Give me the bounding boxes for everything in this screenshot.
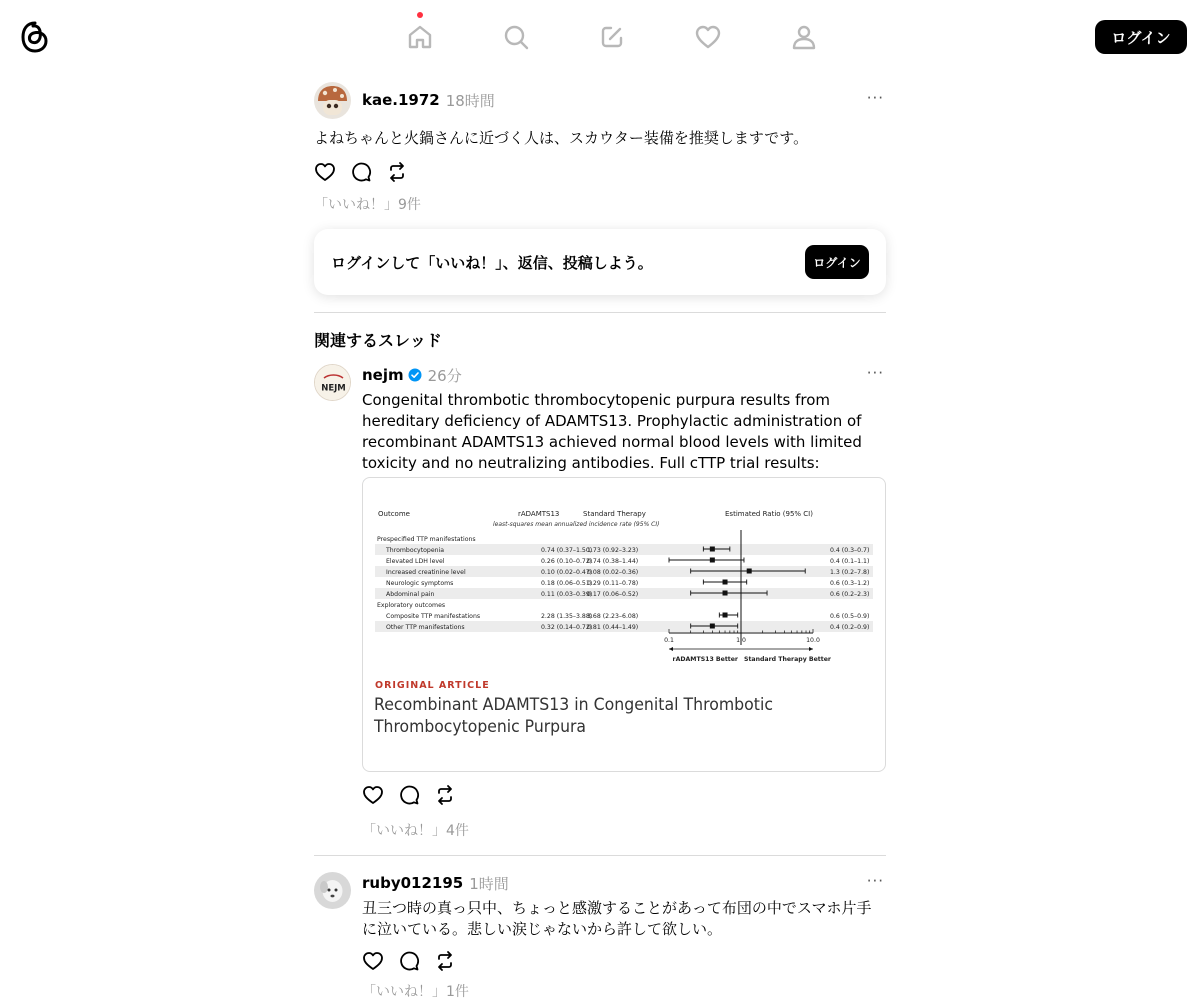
forest-axis-tick-label: 0.1: [664, 637, 674, 644]
login-prompt-card: [314, 229, 886, 295]
nav-home[interactable]: [372, 0, 468, 74]
avatar[interactable]: [314, 364, 351, 401]
repost-icon[interactable]: [386, 161, 408, 183]
forest-row-value-radamts13: 0.26 (0.10–0.72): [541, 558, 593, 565]
more-options-icon[interactable]: ···: [866, 89, 884, 107]
timestamp: 26分: [427, 366, 462, 385]
forest-row-ratio: 0.6 (0.5–0.9): [830, 613, 870, 620]
forest-axis-tick-label: 10.0: [806, 637, 820, 644]
forest-row-ratio: 0.6 (0.2–2.3): [830, 591, 870, 598]
nav-compose[interactable]: [564, 0, 660, 74]
nav-activity[interactable]: [660, 0, 756, 74]
like-icon[interactable]: [314, 161, 336, 183]
verified-badge-icon: [408, 368, 422, 382]
search-icon: [502, 23, 530, 51]
login-button[interactable]: ログイン: [1095, 20, 1187, 54]
forest-axis-tick-label: 1.0: [736, 637, 746, 644]
post-actions: [314, 161, 408, 183]
more-options-icon[interactable]: ···: [866, 872, 884, 890]
forest-row-value-radamts13: 2.28 (1.35–3.88): [541, 613, 593, 620]
article-type: ORIGINAL ARTICLE: [375, 680, 490, 691]
forest-row-value-standard: 0.29 (0.11–0.78): [587, 580, 639, 587]
like-icon[interactable]: [362, 784, 384, 806]
heart-icon: [694, 23, 722, 51]
forest-row-value-standard: 0.17 (0.06–0.52): [587, 591, 639, 598]
header-sub: least-squares mean annualized incidence rate (95% CI): [493, 521, 660, 528]
like-count[interactable]: 「いいね！」4件: [362, 823, 469, 839]
notification-dot: [417, 12, 423, 18]
more-options-icon[interactable]: ···: [866, 364, 884, 382]
username[interactable]: kae.1972: [362, 91, 440, 109]
forest-row-value-standard: 0.08 (0.02–0.36): [587, 569, 639, 576]
forest-point-estimate: [723, 613, 728, 618]
forest-row-name: Abdominal pain: [386, 591, 435, 598]
post-image[interactable]: [362, 477, 886, 772]
divider: [314, 855, 886, 856]
avatar[interactable]: [314, 82, 351, 119]
reply-icon[interactable]: [398, 950, 420, 972]
forest-row-value-radamts13: 0.10 (0.02–0.47): [541, 569, 593, 576]
post-body: Congenital thrombotic thrombocytopenic purpura results from hereditary deficiency of ADAMTS13. Prophylactic administration of recombinant ADAMTS13 achieved normal blood levels with limited toxicity and no neutralizing antibodies. Full cTTP trial results:: [362, 391, 862, 472]
reply-icon[interactable]: [350, 161, 372, 183]
compose-icon: [598, 23, 626, 51]
post-text: 丑三つ時の真っ只中、ちょっと感激することがあって布団の中でスマホ片手に泣いている。悲しい涙じゃないから許して欲しい。: [362, 899, 872, 938]
forest-row-value-standard: 0.81 (0.44–1.49): [587, 624, 639, 631]
username[interactable]: ruby012195: [362, 874, 464, 892]
forest-group-label: Exploratory outcomes: [377, 602, 446, 609]
avatar-text: NEJM: [321, 383, 346, 394]
forest-row-value-radamts13: 0.32 (0.14–0.72): [541, 624, 593, 631]
forest-row-ratio: 0.4 (0.3–0.7): [830, 547, 870, 554]
forest-row-ratio: 0.4 (0.2–0.9): [830, 624, 870, 631]
mushroom-avatar-icon: [314, 82, 351, 119]
forest-row-name: Other TTP manifestations: [386, 624, 465, 631]
like-icon[interactable]: [362, 950, 384, 972]
forest-point-estimate: [710, 547, 715, 552]
header-col1: rADAMTS13: [518, 510, 560, 518]
repost-icon[interactable]: [434, 784, 456, 806]
forest-point-estimate: [723, 580, 728, 585]
forest-row-value-standard: 3.68 (2.23–6.08): [587, 613, 639, 620]
forest-row-name: Increased creatinine level: [386, 569, 466, 576]
header-outcome: Outcome: [378, 510, 410, 518]
nejm-logo-icon: [315, 365, 351, 401]
forest-row-value-radamts13: 0.74 (0.37–1.50): [541, 547, 593, 554]
login-prompt-button[interactable]: ログイン: [805, 245, 869, 279]
forest-row-value-radamts13: 0.11 (0.03–0.39): [541, 591, 593, 598]
username[interactable]: nejm: [362, 366, 404, 384]
forest-row-name: Thrombocytopenia: [386, 547, 445, 554]
like-count[interactable]: 「いいね！」1件: [362, 984, 469, 1000]
nav-profile[interactable]: [756, 0, 852, 74]
forest-row-ratio: 0.4 (0.1–1.1): [830, 558, 870, 565]
post-actions: [362, 784, 456, 806]
avatar[interactable]: [314, 872, 351, 909]
forest-point-estimate: [710, 558, 715, 563]
forest-point-estimate: [710, 624, 715, 629]
forest-row-ratio: 1.3 (0.2–7.8): [830, 569, 870, 576]
forest-row-name: Elevated LDH level: [386, 558, 445, 565]
forest-row-value-standard: 1.73 (0.92–3.23): [587, 547, 639, 554]
repost-icon[interactable]: [434, 950, 456, 972]
forest-row-value-radamts13: 0.18 (0.06–0.51): [541, 580, 593, 587]
article-title-line-2: Thrombocytopenic Purpura: [373, 717, 586, 737]
forest-point-estimate: [747, 569, 752, 574]
login-prompt-text: ログインして「いいね！」、返信、投稿しよう。: [331, 253, 653, 272]
forest-point-estimate: [723, 591, 728, 596]
like-count[interactable]: 「いいね！」9件: [314, 197, 421, 213]
forest-rows: [375, 536, 873, 632]
related-threads-title: 関連するスレッド: [314, 331, 442, 350]
article-title-line-1: Recombinant ADAMTS13 in Congenital Thrombotic: [374, 695, 773, 715]
post-actions: [362, 950, 456, 972]
timestamp: 1時間: [469, 874, 509, 893]
home-icon: [406, 23, 434, 51]
profile-icon: [790, 23, 818, 51]
forest-row-name: Composite TTP manifestations: [386, 613, 481, 620]
threads-logo-icon[interactable]: [19, 20, 51, 54]
reply-icon[interactable]: [398, 784, 420, 806]
main-nav: [372, 0, 852, 74]
forest-row-value-standard: 0.74 (0.38–1.44): [587, 558, 639, 565]
divider: [314, 312, 886, 313]
dog-avatar-icon: [314, 872, 351, 909]
forest-axis-left-label: rADAMTS13 Better: [672, 656, 738, 663]
header-col2: Standard Therapy: [583, 510, 646, 518]
header-col3: Estimated Ratio (95% CI): [725, 510, 813, 518]
forest-axis-right-label: Standard Therapy Better: [744, 656, 831, 663]
forest-group-label: Prespecified TTP manifestations: [377, 536, 476, 543]
forest-row-ratio: 0.6 (0.3–1.2): [830, 580, 870, 587]
nav-search[interactable]: [468, 0, 564, 74]
forest-plot-image: [363, 478, 885, 771]
timestamp: 18時間: [445, 91, 495, 110]
forest-row-name: Neurologic symptoms: [386, 580, 454, 587]
post-text: よねちゃんと火鍋さんに近づく人は、スカウター装備を推奨しますです。: [314, 129, 809, 147]
